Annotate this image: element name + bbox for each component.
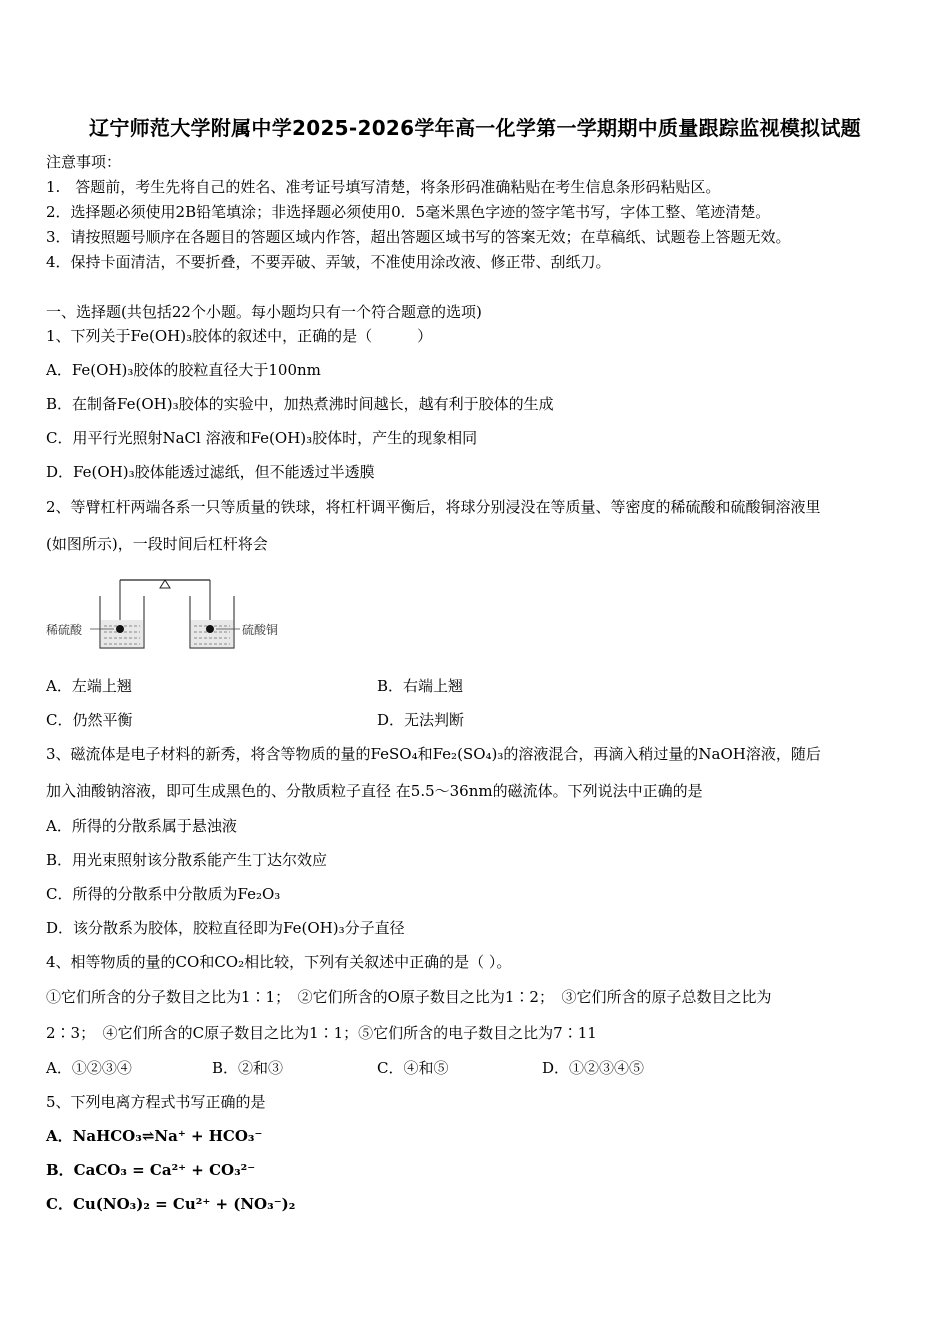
question-3-option-a: A．所得的分散系属于悬浊液 [46, 817, 237, 835]
notice-item: 4．保持卡面清洁，不要折叠，不要弄破、弄皱，不准使用涂改液、修正带、刮纸刀。 [46, 253, 611, 271]
notice-item: 2．选择题必须使用2B铅笔填涂；非选择题必须使用0．5毫米黑色字迹的签字笔书写，字体工整、笔迹清楚。 [46, 203, 771, 221]
notice-heading: 注意事项： [46, 153, 122, 171]
question-4-option-c: C．④和⑤ [377, 1059, 449, 1077]
question-5-option-a: A．NaHCO₃⇌Na⁺ + HCO₃⁻ [46, 1127, 263, 1145]
notice-item: 1. 答题前，考生先将自己的姓名、准考证号填写清楚，将条形码准确粘贴在考生信息条形码粘贴区。 [46, 178, 721, 196]
question-5-option-b: B．CaCO₃ = Ca²⁺ + CO₃²⁻ [46, 1161, 256, 1179]
question-2-option-d: D．无法判断 [377, 711, 465, 729]
section-heading: 一、选择题(共包括22个小题。每小题均只有一个符合题意的选项) [46, 303, 482, 321]
question-5-stem: 5、下列电离方程式书写正确的是 [46, 1093, 266, 1111]
notice-item: 3．请按照题号顺序在各题目的答题区域内作答，超出答题区域书写的答案无效；在草稿纸、试题卷上答题无效。 [46, 228, 791, 246]
question-3-option-b: B．用光束照射该分散系能产生丁达尔效应 [46, 851, 328, 869]
lever-diagram-svg [44, 574, 294, 654]
label-dilute-sulfuric-acid: 稀硫酸 [46, 623, 83, 637]
question-2-option-b: B．右端上翘 [377, 677, 464, 695]
question-4-option-a: A．①②③④ [46, 1059, 132, 1077]
question-5-option-c: C．Cu(NO₃)₂ = Cu²⁺ + (NO₃⁻)₂ [46, 1195, 296, 1213]
question-3-stem-line1: 3、磁流体是电子材料的新秀，将含等物质的量的FeSO₄和Fe₂(SO₄)₃的溶液混合，再滴入稍过量的NaOH溶液，随后 [46, 745, 821, 763]
question-4-stem: 4、相等物质的量的CO和CO₂相比较，下列有关叙述中正确的是（ ）。 [46, 953, 512, 971]
question-2-option-a: A．左端上翘 [46, 677, 132, 695]
question-1-option-d: D．Fe(OH)₃胶体能透过滤纸，但不能透过半透膜 [46, 463, 375, 481]
page-title: 辽宁师范大学附属中学2025-2026学年高一化学第一学期期中质量跟踪监视模拟试题 [89, 116, 861, 140]
question-4-option-d: D．①②③④⑤ [542, 1059, 645, 1077]
question-4-statements-line2: 2∶3； ④它们所含的C原子数目之比为1∶1；⑤它们所含的电子数目之比为7∶11 [46, 1024, 597, 1042]
question-2-stem-line2: (如图所示)，一段时间后杠杆将会 [46, 535, 268, 553]
question-4-option-b: B．②和③ [212, 1059, 284, 1077]
question-4-statements-line1: ①它们所含的分子数目之比为1∶1； ②它们所含的O原子数目之比为1∶2； ③它们所含的原子总数目之比为 [46, 988, 772, 1006]
question-3-stem-line2: 加入油酸钠溶液，即可生成黑色的、分散质粒子直径 在5.5～36nm的磁流体。下列说法中正确的是 [46, 782, 703, 800]
question-2-option-c: C．仍然平衡 [46, 711, 133, 729]
label-copper-sulfate: 硫酸铜 [242, 623, 279, 637]
question-1-option-c: C．用平行光照射NaCl 溶液和Fe(OH)₃胶体时，产生的现象相同 [46, 429, 478, 447]
question-1-option-b: B．在制备Fe(OH)₃胶体的实验中，加热煮沸时间越长，越有利于胶体的生成 [46, 395, 554, 413]
lever-beaker-diagram [44, 574, 294, 654]
question-2-stem-line1: 2、等臂杠杆两端各系一只等质量的铁球，将杠杆调平衡后，将球分别浸没在等质量、等密度的稀硫酸和硫酸铜溶液里 [46, 498, 821, 516]
question-1-stem: 1、下列关于Fe(OH)₃胶体的叙述中，正确的是（ ） [46, 327, 433, 345]
question-1-option-a: A．Fe(OH)₃胶体的胶粒直径大于100nm [46, 361, 321, 379]
question-3-option-c: C．所得的分散系中分散质为Fe₂O₃ [46, 885, 281, 903]
question-3-option-d: D．该分散系为胶体，胶粒直径即为Fe(OH)₃分子直径 [46, 919, 405, 937]
